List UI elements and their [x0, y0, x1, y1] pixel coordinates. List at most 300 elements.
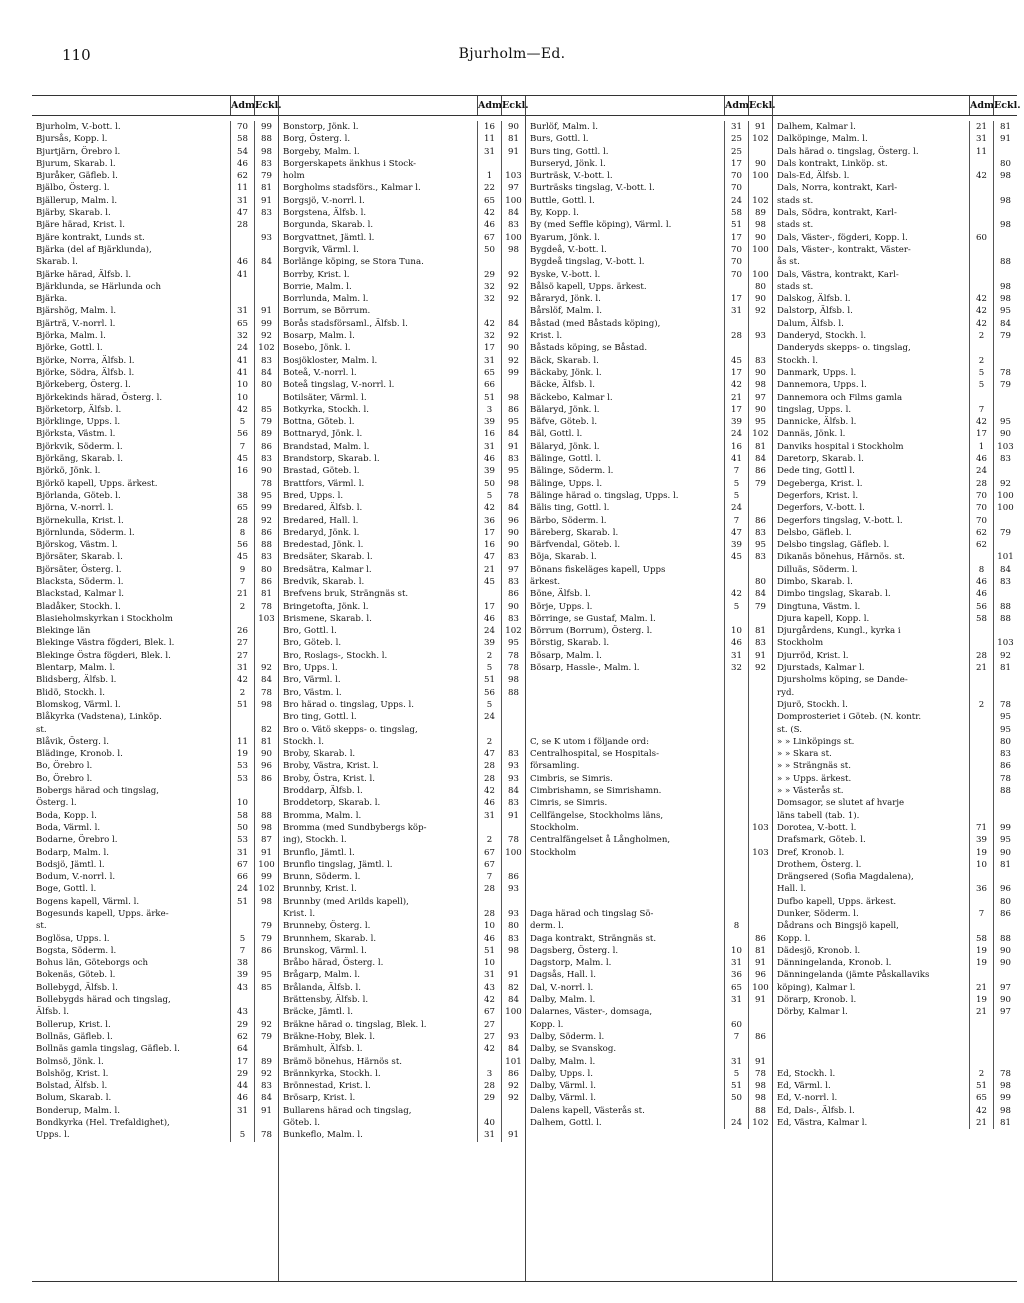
table-row	[773, 539, 1017, 551]
table-row	[526, 416, 772, 428]
adm-value	[724, 760, 748, 772]
eckl-value: 88	[993, 933, 1017, 945]
entry-name: Boteå, V.-norrl. l.	[283, 367, 357, 378]
table-row	[32, 933, 278, 945]
adm-value: 36	[477, 515, 501, 527]
entry-name: Dingtuna, Västm. l.	[777, 601, 861, 612]
entry-name: Björke, Gottl. l.	[36, 343, 103, 354]
table-row	[526, 146, 772, 158]
eckl-value: 102	[501, 625, 525, 637]
eckl-value: 92	[254, 1019, 278, 1031]
table-row	[526, 441, 772, 453]
table-row	[32, 232, 278, 244]
adm-value: 17	[724, 232, 748, 244]
adm-value: 58	[230, 133, 254, 145]
entry-name: Borgholms stadsförs., Kalmar l.	[283, 183, 421, 194]
entry-name: Bälaryd, Jönk. l.	[530, 404, 600, 415]
adm-value: 70	[724, 269, 748, 281]
eckl-value: 96	[501, 515, 525, 527]
entry-name: By, Kopp. l.	[530, 208, 579, 219]
entry-name	[773, 1056, 969, 1068]
entry-name: Drafsmark, Göteb. l.	[777, 835, 866, 846]
entry-name: Bodsjö, Jämtl. l.	[36, 859, 105, 870]
eckl-value: 90	[254, 748, 278, 760]
entry-name: Byarum, Jönk. l.	[530, 232, 600, 243]
entry-name: Dalköpinge, Malm. l.	[777, 134, 868, 145]
adm-value: 5	[230, 933, 254, 945]
eckl-value	[748, 785, 772, 797]
adm-value: 51	[230, 699, 254, 711]
adm-value: 46	[230, 158, 254, 170]
eckl-value	[748, 1006, 772, 1018]
table-row	[773, 269, 1017, 281]
entry-name	[526, 674, 724, 686]
eckl-value	[254, 1117, 278, 1129]
entry-name: Bönans fiskeläges kapell, Upps	[530, 564, 666, 575]
eckl-value	[501, 711, 525, 723]
table-row	[32, 674, 278, 686]
eckl-value: 98	[993, 293, 1017, 305]
table-row	[773, 281, 1017, 293]
table-row	[32, 969, 278, 981]
entry-name: Blekinge Östra fögderi, Blek. l.	[36, 650, 171, 661]
table-row	[32, 330, 278, 342]
eckl-value	[993, 404, 1017, 416]
entry-name: Björka, Malm. l.	[36, 331, 106, 342]
adm-value: 50	[230, 822, 254, 834]
adm-value	[724, 748, 748, 760]
table-row	[773, 330, 1017, 342]
adm-value: 10	[724, 945, 748, 957]
table-row	[279, 933, 525, 945]
table-row	[526, 195, 772, 207]
entry-name: Bollerup, Krist. l.	[36, 1019, 111, 1030]
entry-name: Hall. l.	[777, 884, 807, 895]
adm-value	[969, 760, 993, 772]
table-row	[526, 293, 772, 305]
entry-name: Bollnäs, Gäfleb. l.	[36, 1031, 113, 1042]
table-row	[526, 1092, 772, 1104]
adm-value: 28	[724, 330, 748, 342]
entry-name: Blåkyrka (Vadstena), Linköp.	[36, 712, 162, 723]
adm-value: 45	[230, 551, 254, 563]
eckl-value: 92	[501, 1092, 525, 1104]
adm-value	[724, 822, 748, 834]
adm-value	[230, 232, 254, 244]
table-row	[279, 1006, 525, 1018]
eckl-value	[993, 355, 1017, 367]
entry-name: Stockholm.	[530, 822, 579, 833]
table-row	[773, 969, 1017, 981]
eckl-value: 82	[254, 724, 278, 736]
table-row	[279, 539, 525, 551]
adm-value: 67	[230, 859, 254, 871]
eckl-value: 90	[748, 367, 772, 379]
table-row	[526, 453, 772, 465]
table-row	[32, 760, 278, 772]
adm-value	[230, 478, 254, 490]
eckl-value	[993, 1031, 1017, 1043]
entry-name: Bobergs härad och tingslag,	[36, 786, 159, 797]
eckl-value	[748, 711, 772, 723]
table-row	[32, 355, 278, 367]
adm-value: 21	[969, 1117, 993, 1129]
eckl-value	[748, 146, 772, 158]
table-row	[32, 883, 278, 895]
table-row	[773, 527, 1017, 539]
table-row	[32, 478, 278, 490]
adm-value: 21	[230, 588, 254, 600]
index-column-4	[773, 96, 1021, 1281]
eckl-value: 98	[748, 219, 772, 231]
entry-name: stads st.	[777, 195, 814, 206]
eckl-value: 84	[501, 428, 525, 440]
adm-value: 42	[969, 1105, 993, 1117]
eckl-value: 98	[254, 822, 278, 834]
table-row	[773, 933, 1017, 945]
eckl-value: 83	[993, 576, 1017, 588]
adm-value: 50	[724, 1092, 748, 1104]
entry-name: Botkyrka, Stockh. l.	[283, 404, 369, 415]
adm-value: 45	[477, 576, 501, 588]
table-row	[279, 822, 525, 834]
eckl-value: 86	[254, 773, 278, 785]
adm-value: 41	[230, 269, 254, 281]
entry-name: Bo, Örebro l.	[36, 761, 93, 772]
table-row	[279, 158, 525, 170]
table-row	[773, 920, 1017, 932]
eckl-value: 86	[501, 1068, 525, 1080]
table-row	[526, 699, 772, 711]
entry-name: Bringetofta, Jönk. l.	[283, 601, 369, 612]
entry-name: Domsagor, se slutet af hvarje	[777, 798, 905, 809]
table-row	[32, 453, 278, 465]
table-row	[32, 527, 278, 539]
eckl-value: 92	[254, 1068, 278, 1080]
eckl-value: 98	[501, 945, 525, 957]
eckl-value: 80	[254, 564, 278, 576]
eckl-value	[748, 502, 772, 514]
eckl-value	[993, 1056, 1017, 1068]
adm-value: 70	[969, 515, 993, 527]
table-row	[279, 416, 525, 428]
entry-name: Dörarp, Kronob. l.	[777, 995, 857, 1006]
eckl-value	[993, 269, 1017, 281]
table-row	[32, 121, 278, 133]
entry-name: Bred, Upps. l.	[283, 490, 344, 501]
table-row	[32, 170, 278, 182]
adm-value: 2	[230, 601, 254, 613]
table-row	[279, 1031, 525, 1043]
adm-value: 7	[969, 404, 993, 416]
adm-value	[724, 810, 748, 822]
table-row	[32, 1092, 278, 1104]
adm-value: 66	[477, 379, 501, 391]
table-row	[32, 219, 278, 231]
eckl-value: 91	[254, 1105, 278, 1117]
eckl-value: 98	[993, 195, 1017, 207]
eckl-value: 86	[993, 908, 1017, 920]
table-row	[526, 945, 772, 957]
adm-value: 51	[477, 945, 501, 957]
table-row	[526, 687, 772, 699]
entry-name: Degerfors, V.-bott. l.	[777, 503, 865, 514]
eckl-value: 90	[501, 342, 525, 354]
eckl-value: 97	[993, 982, 1017, 994]
table-row	[526, 662, 772, 674]
eckl-value	[254, 244, 278, 256]
table-row	[32, 871, 278, 883]
entry-name: ärkest.	[530, 576, 561, 587]
adm-value: 62	[230, 170, 254, 182]
entry-name: Bro härad o. tingslag, Upps. l.	[283, 699, 415, 710]
entry-name: Cellfängelse, Stockholms läns,	[530, 810, 664, 821]
entry-name: Boglösa, Upps. l.	[36, 933, 110, 944]
eckl-value	[993, 182, 1017, 194]
table-row	[526, 305, 772, 317]
adm-value: 19	[969, 994, 993, 1006]
entry-name: Stockholm	[530, 847, 577, 858]
table-row	[526, 342, 772, 354]
adm-value: 58	[969, 933, 993, 945]
adm-value: 5	[724, 478, 748, 490]
table-row	[32, 1129, 278, 1141]
entry-name: st. (S.	[777, 724, 802, 735]
entry-name: Båstads köping, se Båstad.	[530, 343, 648, 354]
eckl-value: 78	[993, 367, 1017, 379]
entry-name: Bräkne härad o. tingslag, Blek. l.	[283, 1019, 427, 1030]
entry-name: Bråbo härad, Österg. l.	[283, 958, 384, 969]
eckl-value: 84	[501, 994, 525, 1006]
table-row	[773, 305, 1017, 317]
entry-name: Bredsätra, Kalmar l.	[283, 564, 372, 575]
eckl-value: 83	[501, 551, 525, 563]
entry-name: Böja, Skarab. l.	[530, 552, 597, 563]
entry-name: Krist. l.	[283, 909, 316, 919]
entry-name: läns tabell (tab. 1).	[777, 810, 860, 821]
eckl-value: 84	[501, 318, 525, 330]
eckl-value: 91	[748, 650, 772, 662]
table-row	[279, 465, 525, 477]
entry-name: Broddetorp, Skarab. l.	[283, 798, 381, 809]
adm-value: 28	[230, 219, 254, 231]
eckl-value: 95	[993, 416, 1017, 428]
eckl-value: 79	[254, 920, 278, 932]
adm-value: 36	[724, 969, 748, 981]
eckl-value	[993, 1043, 1017, 1055]
eckl-value: 92	[254, 662, 278, 674]
entry-name: Borrlunda, Malm. l.	[283, 294, 369, 305]
entry-name: Borrum, se Börrum.	[283, 306, 371, 317]
adm-value: 32	[230, 330, 254, 342]
eckl-value: 93	[501, 1031, 525, 1043]
eckl-value: 91	[993, 133, 1017, 145]
entry-name: Borgvattnet, Jämtl. l.	[283, 232, 375, 243]
eckl-value: 84	[254, 256, 278, 268]
adm-value: 46	[724, 637, 748, 649]
eckl-value: 90	[254, 465, 278, 477]
eckl-value	[748, 613, 772, 625]
eckl-value	[993, 797, 1017, 809]
entry-name: Bösarp, Malm. l.	[530, 650, 602, 661]
entry-name: Cimris, se Simris.	[530, 798, 608, 809]
table-row	[32, 810, 278, 822]
adm-value: 2	[969, 1068, 993, 1080]
adm-value: 31	[230, 195, 254, 207]
entry-name: Dals, Södra, kontrakt, Karl-	[777, 208, 897, 219]
entry-name: Borgsjö, V.-norrl. l.	[283, 195, 365, 206]
table-row	[526, 797, 772, 809]
adm-value: 29	[477, 1092, 501, 1104]
adm-value: 46	[230, 1092, 254, 1104]
table-row	[773, 760, 1017, 772]
table-row	[773, 441, 1017, 453]
table-row	[279, 453, 525, 465]
adm-value: 56	[969, 601, 993, 613]
table-row	[279, 637, 525, 649]
adm-value: 46	[969, 588, 993, 600]
table-row	[773, 1105, 1017, 1117]
adm-value: 46	[969, 576, 993, 588]
adm-value	[969, 219, 993, 231]
adm-value: 24	[969, 465, 993, 477]
entry-name: Daga härad och tingslag Sö-	[530, 909, 654, 919]
entry-name: Dilluäs, Söderm. l.	[777, 564, 858, 575]
entry-name: » » Strängnäs st.	[777, 761, 851, 772]
entry-name: Björlanda, Göteb. l.	[36, 490, 121, 501]
eckl-value: 95	[748, 416, 772, 428]
eckl-value: 79	[748, 601, 772, 613]
table-row	[32, 625, 278, 637]
table-row	[279, 330, 525, 342]
table-row	[279, 404, 525, 416]
eckl-value: 83	[501, 613, 525, 625]
eckl-header: Eckl.	[254, 96, 278, 115]
eckl-value: 83	[748, 551, 772, 563]
table-row	[279, 785, 525, 797]
eckl-value: 78	[748, 1068, 772, 1080]
table-row	[526, 182, 772, 194]
entry-name: Borgerskapets änkhus i Stock-	[283, 158, 417, 169]
table-row	[773, 822, 1017, 834]
entry-name: Ed, Västra, Kalmar l.	[777, 1118, 868, 1129]
table-row	[526, 601, 772, 613]
adm-value: 42	[477, 785, 501, 797]
table-row	[279, 1117, 525, 1129]
table-row	[773, 945, 1017, 957]
entry-name: Bogsta, Söderm. l.	[36, 945, 117, 956]
entry-name: Burseryd, Jönk. l.	[530, 158, 606, 169]
adm-value	[969, 158, 993, 170]
eckl-value	[748, 1019, 772, 1031]
eckl-value: 91	[748, 957, 772, 969]
entry-name: Stockholm	[777, 638, 824, 649]
adm-value	[724, 785, 748, 797]
eckl-value: 83	[254, 355, 278, 367]
entry-name: Bro o. Vätö skepps- o. tingslag,	[283, 724, 418, 735]
eckl-value: 92	[748, 662, 772, 674]
eckl-value	[748, 182, 772, 194]
adm-value	[230, 785, 254, 797]
entry-name: Brännkyrka, Stockh. l.	[283, 1068, 381, 1079]
table-row	[773, 133, 1017, 145]
eckl-value: 92	[748, 305, 772, 317]
entry-name: Dede ting, Gottl l.	[777, 466, 855, 477]
entry-list	[32, 116, 278, 1142]
table-row	[279, 810, 525, 822]
adm-value: 16	[230, 465, 254, 477]
table-row	[32, 367, 278, 379]
adm-value: 7	[230, 945, 254, 957]
adm-value: 10	[230, 379, 254, 391]
entry-name: Dufbo kapell, Upps. ärkest.	[777, 896, 897, 907]
eckl-value: 83	[748, 527, 772, 539]
entry-name: Borrby, Krist. l.	[283, 269, 350, 280]
adm-value	[724, 674, 748, 686]
eckl-value: 80	[993, 736, 1017, 748]
entry-name: Borg, Österg. l.	[283, 134, 351, 145]
eckl-value: 83	[501, 576, 525, 588]
eckl-value: 101	[501, 1056, 525, 1068]
eckl-header: Eckl.	[501, 96, 525, 115]
table-row	[32, 269, 278, 281]
eckl-value: 84	[748, 588, 772, 600]
eckl-value: 99	[254, 871, 278, 883]
table-row	[773, 810, 1017, 822]
table-row	[32, 847, 278, 859]
eckl-value: 91	[254, 195, 278, 207]
entry-name: Bonstorp, Jönk. l.	[283, 122, 359, 132]
entry-name: Dalhem, Kalmar l.	[777, 122, 856, 132]
adm-value: 2	[969, 355, 993, 367]
eckl-value	[993, 674, 1017, 686]
table-row	[773, 256, 1017, 268]
table-row	[32, 797, 278, 809]
adm-value: 8	[724, 920, 748, 932]
entry-name: Bösarp, Hassle-, Malm. l.	[530, 663, 640, 674]
table-row	[32, 982, 278, 994]
eckl-value: 100	[501, 232, 525, 244]
entry-name: Bro, Upps. l.	[283, 663, 338, 674]
entry-name: Bogesunds kapell, Upps. ärke-	[36, 909, 169, 919]
adm-value: 25	[724, 146, 748, 158]
entry-name: By (med Seffle köping), Värml. l.	[530, 220, 672, 231]
entry-name: Bälinge, Söderm. l.	[530, 466, 614, 477]
adm-value: 24	[477, 625, 501, 637]
eckl-value: 100	[993, 502, 1017, 514]
table-row	[526, 613, 772, 625]
entry-name: Bålsö kapell, Upps. ärkest.	[530, 281, 647, 292]
table-row	[526, 170, 772, 182]
eckl-value: 78	[254, 687, 278, 699]
entry-list	[279, 116, 525, 1142]
entry-name: Dals kontrakt, Linköp. st.	[777, 158, 888, 169]
adm-value: 70	[230, 121, 254, 133]
entry-name: Djura kapell, Kopp. l.	[777, 613, 870, 624]
adm-value: 43	[230, 1006, 254, 1018]
adm-value	[477, 588, 501, 600]
eckl-value: 102	[748, 1117, 772, 1129]
adm-value: 17	[477, 527, 501, 539]
entry-name: Skarab. l.	[36, 257, 78, 268]
eckl-value: 98	[993, 1080, 1017, 1092]
adm-value: 51	[724, 219, 748, 231]
eckl-value: 97	[501, 182, 525, 194]
table-row	[279, 625, 525, 637]
eckl-value	[748, 871, 772, 883]
table-row	[279, 1056, 525, 1068]
table-row	[279, 724, 525, 736]
